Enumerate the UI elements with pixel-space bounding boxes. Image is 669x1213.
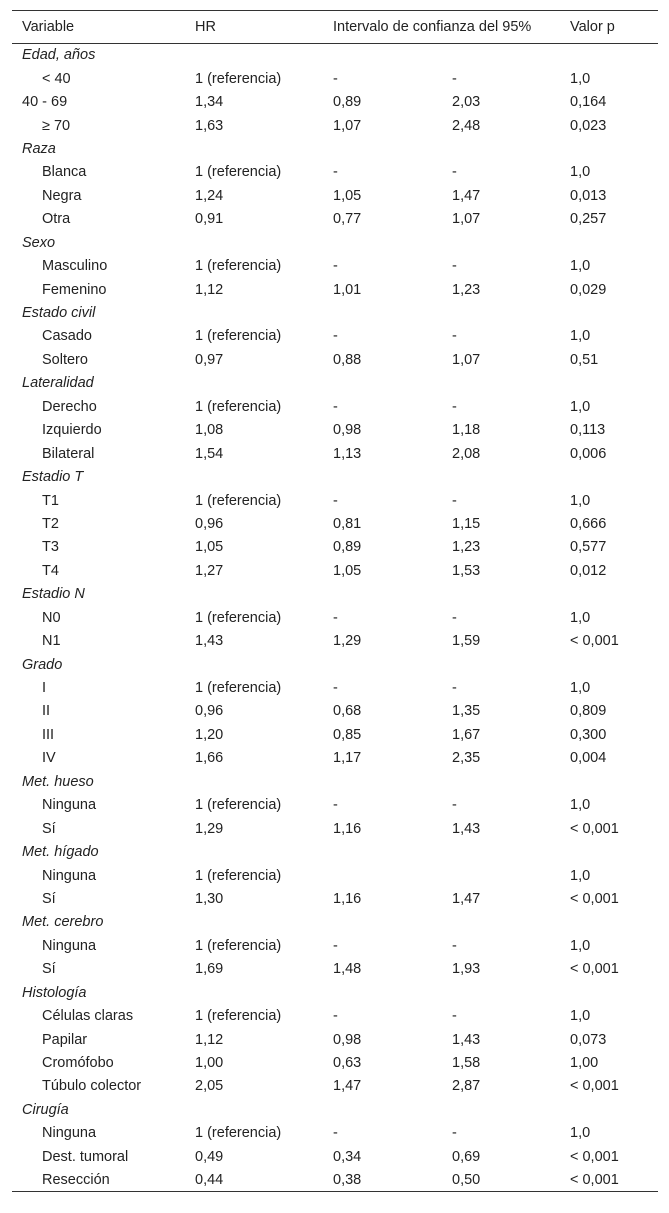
hr-value: 1,27 — [195, 562, 224, 579]
hr-value: 1,69 — [195, 961, 224, 978]
hr-value: 2,05 — [195, 1078, 224, 1095]
ci-lower: 0,89 — [333, 94, 362, 111]
table-row — [12, 419, 658, 442]
group-title: Lateralidad — [22, 375, 94, 392]
ci-lower: 1,05 — [333, 187, 362, 204]
ci-upper: 1,67 — [452, 726, 481, 743]
row-label: Dest. tumoral — [42, 1148, 129, 1165]
p-value: < 0,001 — [570, 1148, 619, 1165]
ci-upper: 1,23 — [452, 539, 481, 556]
ci-upper: 2,08 — [452, 445, 481, 462]
ci-lower: 0,38 — [323, 1169, 442, 1192]
ci-upper: 1,58 — [452, 1055, 481, 1072]
row-label: Casado — [42, 328, 92, 345]
row-label: Ninguna — [42, 797, 97, 814]
row-label: T2 — [42, 515, 59, 532]
ci-lower: - — [333, 1008, 338, 1025]
hr-value: 0,91 — [195, 211, 224, 228]
row-label: T3 — [42, 539, 59, 556]
hr-value: 1 (referencia) — [195, 164, 282, 181]
hr-value: 1,20 — [195, 726, 224, 743]
p-value: 1,0 — [570, 70, 591, 87]
p-value: 1,0 — [570, 492, 591, 509]
ci-lower: 0,63 — [333, 1055, 362, 1072]
p-value: < 0,001 — [570, 633, 619, 650]
hr-value: 1,63 — [195, 117, 224, 134]
row-label: T1 — [42, 492, 59, 509]
p-value: 0,029 — [570, 281, 607, 298]
group-row — [12, 653, 658, 676]
ci-upper: 1,43 — [452, 820, 481, 837]
row-label: Resección — [12, 1169, 185, 1192]
hr-value: 1,43 — [195, 633, 224, 650]
group-row — [12, 583, 658, 606]
table-row — [12, 934, 658, 957]
ci-upper: - — [452, 70, 457, 87]
table-body — [12, 44, 658, 1192]
row-label: Femenino — [42, 281, 107, 298]
ci-upper: 2,35 — [452, 750, 481, 767]
ci-upper: - — [452, 1008, 457, 1025]
ci-upper: 1,47 — [452, 890, 481, 907]
table-row — [12, 184, 658, 207]
ci-lower: 1,01 — [333, 281, 362, 298]
hr-value: 1,34 — [195, 94, 224, 111]
table-row — [12, 700, 658, 723]
ci-lower: - — [333, 164, 338, 181]
group-row — [12, 981, 658, 1004]
ci-lower — [323, 864, 442, 887]
group-row — [12, 231, 658, 254]
ci-lower: - — [333, 398, 338, 415]
group-title: Estadio N — [22, 586, 85, 603]
row-label: Derecho — [42, 398, 97, 415]
table-row — [12, 559, 658, 582]
ci-lower: 0,81 — [333, 515, 362, 532]
p-value: 1,0 — [570, 867, 591, 884]
hr-value: 0,97 — [195, 351, 224, 368]
p-value: 1,0 — [570, 398, 591, 415]
table-row — [12, 1145, 658, 1168]
p-value: < 0,001 — [570, 961, 619, 978]
hr-value: 1 (referencia) — [195, 1008, 282, 1025]
row-label: Masculino — [42, 258, 108, 275]
row-label: Ninguna — [42, 1125, 97, 1142]
ci-lower: - — [333, 680, 338, 697]
ci-upper: 1,59 — [452, 633, 481, 650]
row-label: Ninguna — [42, 867, 97, 884]
group-row — [12, 137, 658, 160]
hr-value: 1,12 — [195, 281, 224, 298]
ci-lower: 1,13 — [333, 445, 362, 462]
table-row — [12, 489, 658, 512]
hr-value: 1,66 — [195, 750, 224, 767]
table-row — [12, 512, 658, 535]
p-value: 0,51 — [570, 351, 599, 368]
ci-lower: - — [333, 609, 338, 626]
row-label: Células claras — [42, 1008, 134, 1025]
ci-lower: - — [333, 1125, 338, 1142]
group-title: Sexo — [22, 234, 56, 251]
table-row — [12, 348, 658, 371]
table-row — [12, 887, 658, 910]
row-label: Papilar — [42, 1031, 88, 1048]
ci-upper: 0,50 — [442, 1169, 560, 1192]
ci-lower: 1,07 — [333, 117, 362, 134]
ci-upper: 1,35 — [452, 703, 481, 720]
ci-upper: 2,03 — [452, 94, 481, 111]
group-row — [12, 465, 658, 488]
hr-value: 1,29 — [195, 820, 224, 837]
ci-lower: - — [333, 937, 338, 954]
ci-upper: 1,23 — [452, 281, 481, 298]
hr-value: 1,05 — [195, 539, 224, 556]
row-label: Cromófobo — [42, 1055, 114, 1072]
table-row — [12, 1075, 658, 1098]
table-row — [12, 723, 658, 746]
row-label: II — [42, 703, 51, 720]
ci-upper: - — [452, 680, 457, 697]
ci-lower: 1,17 — [333, 750, 362, 767]
p-value: 1,00 — [570, 1055, 599, 1072]
p-value: < 0,001 — [570, 890, 619, 907]
group-title: Cirugía — [22, 1101, 69, 1118]
ci-upper: - — [452, 609, 457, 626]
hr-value: 1 (referencia) — [195, 70, 282, 87]
header-row — [12, 11, 658, 44]
table-row — [12, 1028, 658, 1051]
table-row — [12, 1122, 658, 1145]
ci-lower: 0,68 — [333, 703, 362, 720]
p-value: 1,0 — [570, 164, 591, 181]
p-value: 0,004 — [570, 750, 607, 767]
ci-upper: 1,47 — [452, 187, 481, 204]
table-row — [12, 676, 658, 699]
row-label: T4 — [42, 562, 59, 579]
table-row — [12, 1169, 658, 1192]
hr-value: 1 (referencia) — [195, 797, 282, 814]
group-title: Met. hígado — [22, 844, 99, 861]
ci-upper: 1,18 — [452, 422, 481, 439]
ci-lower: 1,16 — [333, 890, 362, 907]
p-value: 1,0 — [570, 937, 591, 954]
ci-upper: - — [452, 797, 457, 814]
row-label: < 40 — [42, 70, 71, 87]
ci-lower: 0,88 — [333, 351, 362, 368]
row-label: Túbulo colector — [42, 1078, 142, 1095]
group-title: Estadio T — [22, 469, 84, 486]
hr-value: 0,96 — [195, 515, 224, 532]
table-row — [12, 325, 658, 348]
hr-value: 1 (referencia) — [195, 1125, 282, 1142]
p-value: 1,0 — [570, 797, 591, 814]
hr-value: 1,24 — [195, 187, 224, 204]
table-row — [12, 794, 658, 817]
p-value: 1,0 — [570, 258, 591, 275]
table-row — [12, 817, 658, 840]
p-value: 0,012 — [570, 562, 607, 579]
hr-value: 0,44 — [185, 1169, 323, 1192]
row-label: Sí — [42, 820, 56, 837]
p-value: 0,013 — [570, 187, 607, 204]
p-value: 0,023 — [570, 117, 607, 134]
group-title: Estado civil — [22, 305, 96, 322]
ci-lower: 1,05 — [333, 562, 362, 579]
p-value: 1,0 — [570, 1008, 591, 1025]
hr-value: 0,96 — [195, 703, 224, 720]
ci-upper: 1,43 — [452, 1031, 481, 1048]
ci-upper: - — [452, 328, 457, 345]
p-value: < 0,001 — [560, 1169, 658, 1192]
group-title: Edad, años — [22, 47, 96, 64]
p-value: 0,300 — [570, 726, 607, 743]
p-value: 1,0 — [570, 328, 591, 345]
group-row — [12, 840, 658, 863]
ci-lower: - — [333, 797, 338, 814]
table-row — [12, 958, 658, 981]
p-value: 0,257 — [570, 211, 607, 228]
p-value: 0,073 — [570, 1031, 607, 1048]
hr-value: 1,08 — [195, 422, 224, 439]
ci-lower: 0,89 — [333, 539, 362, 556]
ci-lower: 0,77 — [333, 211, 362, 228]
p-value: 0,809 — [570, 703, 607, 720]
row-label: Soltero — [42, 351, 88, 368]
row-label: N1 — [42, 633, 61, 650]
table-row — [12, 629, 658, 652]
ci-upper: 1,15 — [452, 515, 481, 532]
table-row — [12, 114, 658, 137]
ci-upper: 1,07 — [452, 211, 481, 228]
table-row — [12, 536, 658, 559]
table-row — [12, 67, 658, 90]
ci-lower: - — [333, 70, 338, 87]
row-label: Otra — [42, 211, 71, 228]
row-label: 40 - 69 — [22, 94, 68, 111]
hr-value: 1 (referencia) — [195, 867, 282, 884]
ci-lower: - — [333, 328, 338, 345]
p-value: 0,164 — [570, 94, 607, 111]
hr-value: 1 (referencia) — [195, 398, 282, 415]
p-value: 0,113 — [570, 422, 606, 439]
table-row — [12, 395, 658, 418]
hazard-ratio-table — [12, 10, 658, 1192]
header-hr: HR — [185, 11, 323, 44]
ci-lower: 0,98 — [333, 422, 362, 439]
group-row — [12, 911, 658, 934]
ci-lower: 1,16 — [333, 820, 362, 837]
hr-value: 1 (referencia) — [195, 492, 282, 509]
row-label: III — [42, 726, 55, 743]
p-value: 0,577 — [570, 539, 607, 556]
ci-upper: - — [452, 164, 457, 181]
group-row — [12, 770, 658, 793]
group-row — [12, 44, 658, 67]
ci-lower: 0,85 — [333, 726, 362, 743]
ci-upper: 2,87 — [452, 1078, 481, 1095]
group-title: Raza — [22, 140, 56, 157]
ci-lower: - — [333, 492, 338, 509]
group-title: Grado — [22, 656, 63, 673]
row-label: ≥ 70 — [42, 117, 71, 134]
table-row — [12, 1051, 658, 1074]
hr-value: 1,30 — [195, 890, 224, 907]
ci-upper: - — [452, 398, 457, 415]
row-label: Ninguna — [42, 937, 97, 954]
hr-value: 1,00 — [195, 1055, 224, 1072]
header-ci: Intervalo de confianza del 95% — [323, 11, 560, 44]
table-row — [12, 747, 658, 770]
hr-value: 1,12 — [195, 1031, 224, 1048]
ci-upper: - — [452, 258, 457, 275]
group-title: Histología — [22, 984, 87, 1001]
table-row — [12, 442, 658, 465]
p-value: 0,006 — [570, 445, 607, 462]
hr-value: 1,54 — [195, 445, 224, 462]
row-label: N0 — [42, 609, 61, 626]
ci-upper: - — [452, 1125, 457, 1142]
hr-value: 1 (referencia) — [195, 328, 282, 345]
ci-lower: 1,29 — [333, 633, 362, 650]
table-header — [12, 11, 658, 44]
group-row — [12, 1098, 658, 1121]
row-label: Izquierdo — [42, 422, 102, 439]
row-label: IV — [42, 750, 56, 767]
hr-value: 1 (referencia) — [195, 937, 282, 954]
hr-value: 1 (referencia) — [195, 258, 282, 275]
ci-upper: 1,53 — [452, 562, 481, 579]
table-row — [12, 278, 658, 301]
table-container — [12, 10, 658, 1192]
p-value: 1,0 — [570, 1125, 591, 1142]
table-row — [12, 208, 658, 231]
ci-upper: 1,93 — [452, 961, 481, 978]
ci-upper: 1,07 — [452, 351, 481, 368]
ci-lower: - — [333, 258, 338, 275]
hr-value: 1 (referencia) — [195, 609, 282, 626]
table-row — [12, 1004, 658, 1027]
ci-upper: 0,69 — [452, 1148, 481, 1165]
table-row — [12, 254, 658, 277]
ci-lower: 0,98 — [333, 1031, 362, 1048]
ci-upper: - — [452, 937, 457, 954]
ci-upper: 2,48 — [452, 117, 481, 134]
header-variable: Variable — [12, 11, 185, 44]
row-label: Negra — [42, 187, 82, 204]
row-label: Sí — [42, 890, 56, 907]
ci-lower: 1,47 — [333, 1078, 362, 1095]
group-title: Met. cerebro — [22, 914, 104, 931]
ci-lower: 0,34 — [333, 1148, 362, 1165]
p-value: < 0,001 — [570, 1078, 619, 1095]
hr-value: 0,49 — [195, 1148, 224, 1165]
hr-value: 1 (referencia) — [195, 680, 282, 697]
p-value: 1,0 — [570, 609, 591, 626]
table-row — [12, 606, 658, 629]
ci-upper — [442, 864, 560, 887]
ci-lower: 1,48 — [333, 961, 362, 978]
row-label: Bilateral — [42, 445, 95, 462]
p-value: 1,0 — [570, 680, 591, 697]
row-label: I — [42, 680, 47, 697]
table-row — [12, 864, 658, 887]
group-row — [12, 301, 658, 324]
group-title: Met. hueso — [22, 773, 94, 790]
group-row — [12, 372, 658, 395]
ci-upper: - — [452, 492, 457, 509]
header-p-value: Valor p — [560, 11, 658, 44]
row-label: Blanca — [42, 164, 87, 181]
table-row — [12, 161, 658, 184]
p-value: < 0,001 — [570, 820, 619, 837]
p-value: 0,666 — [570, 515, 607, 532]
row-label: Sí — [42, 961, 56, 978]
table-row — [12, 90, 658, 113]
